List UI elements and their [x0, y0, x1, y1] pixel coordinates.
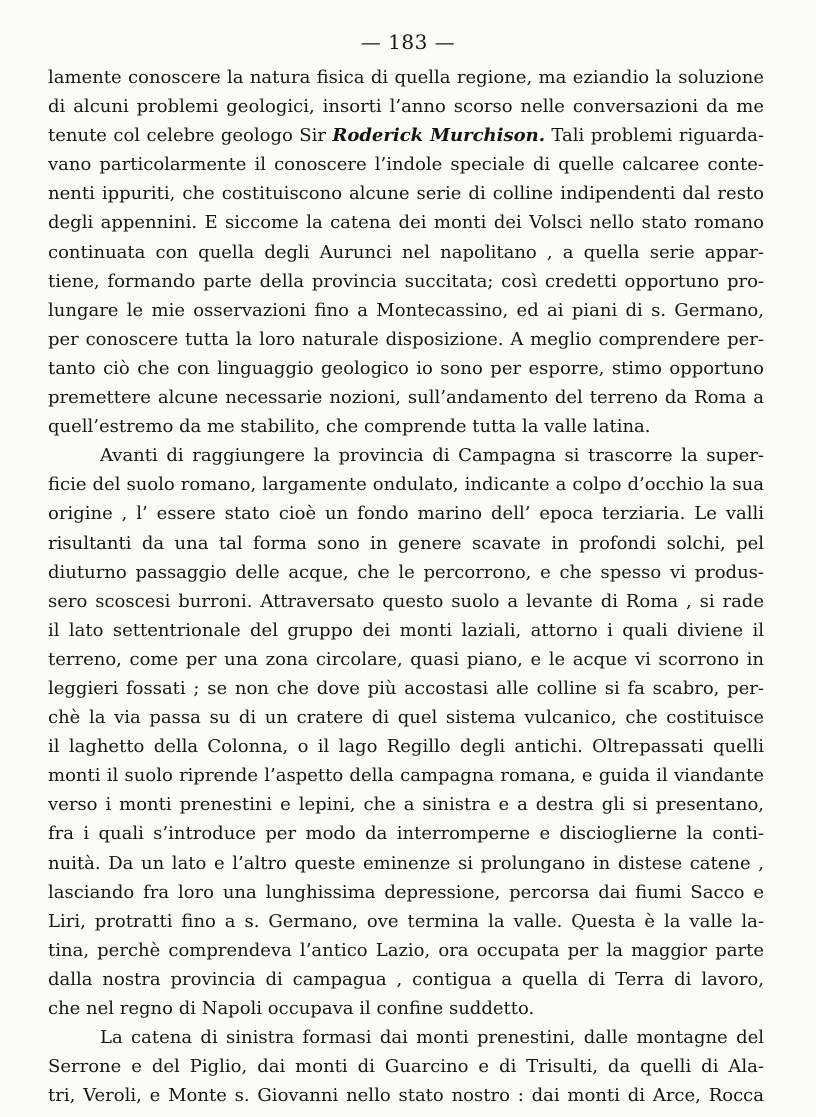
text-line: chè la via passa su di un cratere di quel sistema vulcanico, che costituisce	[48, 707, 764, 729]
text-line: Avanti di raggiungere la provincia di Campagna si trascorre la super-	[100, 445, 764, 467]
text-line: degli appennini. E siccome la catena dei monti dei Volsci nello stato romano	[48, 212, 764, 234]
text-line: sero scoscesi burroni. Attraversato questo suolo a levante di Roma , si rade	[48, 590, 764, 612]
page-number: — 183 —	[360, 30, 456, 54]
text-line: tiene, formando parte della provincia succitata; così credetti opportuno pro-	[48, 270, 764, 292]
text-line: per conoscere tutta la loro naturale disposizione. A meglio comprendere per-	[48, 328, 764, 350]
text-line: il lato settentrionale del gruppo dei monti laziali, attorno i quali diviene il	[48, 619, 764, 641]
text-segment: tenute col celebre geologo Sir	[48, 125, 333, 147]
text-line: tina, perchè comprendeva l’antico Lazio, ora occupata per la maggior parte	[48, 939, 764, 961]
text-line: Serrone e del Piglio, dai monti di Guarcino e di Trisulti, da quelli di Ala-	[48, 1056, 764, 1078]
text-line: lungare le mie osservazioni fino a Montecassino, ed ai piani di s. Germano,	[48, 299, 764, 321]
text-line: vano particolarmente il conoscere l’indole speciale di quelle calcaree conte-	[48, 154, 764, 176]
text-line: Liri, protratti fino a s. Germano, ove termina la valle. Questa è la valle la-	[48, 910, 764, 932]
text-line: risultanti da una tal forma sono in genere scavate in profondi solchi, pel	[48, 532, 764, 554]
text-line: ficie del suolo romano, largamente ondulato, indicante a colpo d’occhio la sua	[48, 474, 764, 496]
text-line: terreno, come per una zona circolare, quasi piano, e le acque vi scorrono in	[48, 648, 764, 670]
person-name: Roderick Murchison.	[332, 125, 545, 147]
text-line: continuata con quella degli Aurunci nel napolitano , a quella serie appar-	[48, 241, 764, 263]
text-line: lasciando fra loro una lunghissima depressione, percorsa dai fiumi Sacco e	[48, 881, 764, 903]
text-line: premettere alcune necessarie nozioni, sull’andamento del terreno da Roma a	[48, 387, 764, 409]
text-line: leggieri fossati ; se non che dove più accostasi alle colline si fa scabro, per-	[48, 677, 764, 699]
text-line: nuità. Da un lato e l’altro queste eminenze si prolungano in distese catene ,	[48, 852, 764, 874]
text-line: quell’estremo da me stabilito, che comprende tutta la valle latina.	[48, 416, 651, 438]
text-line: diuturno passaggio delle acque, che le percorrono, e che spesso vi produs-	[48, 561, 764, 583]
text-line: nenti ippuriti, che costituiscono alcune serie di colline indipendenti dal resto	[48, 183, 764, 205]
text-segment: Tali problemi riguarda-	[544, 125, 764, 147]
text-line: tri, Veroli, e Monte s. Giovanni nello stato nostro : dai monti di Arce, Rocca	[48, 1085, 764, 1107]
text-line: di alcuni problemi geologici, insorti l’anno scorso nelle conversazioni da me	[48, 96, 764, 118]
text-line: La catena di sinistra formasi dai monti prenestini, dalle montagne del	[100, 1027, 764, 1049]
text-line: origine , l’ essere stato cioè un fondo marino dell’ epoca terziaria. Le valli	[48, 503, 764, 525]
text-line: il laghetto della Colonna, o il lago Regillo degli antichi. Oltrepassati quelli	[48, 736, 764, 758]
text-line: verso i monti prenestini e lepini, che a sinistra e a destra gli si presentano,	[48, 794, 764, 816]
text-line: lamente conoscere la natura fisica di quella regione, ma eziandio la soluzione	[48, 67, 764, 88]
text-line: fra i quali s’introduce per modo da interromperne e discioglierne la conti-	[48, 823, 764, 845]
body-text	[48, 63, 764, 1110]
text-line: monti il suolo riprende l’aspetto della campagna romana, e guida il viandante	[48, 765, 764, 787]
text-line: tanto ciò che con linguaggio geologico io sono per esporre, stimo opportuno	[48, 357, 764, 379]
text-line	[48, 121, 764, 150]
text-line: dalla nostra provincia di campagua , contigua a quella di Terra di lavoro,	[48, 968, 764, 990]
text-line: che nel regno di Napoli occupava il confine suddetto.	[48, 998, 535, 1019]
